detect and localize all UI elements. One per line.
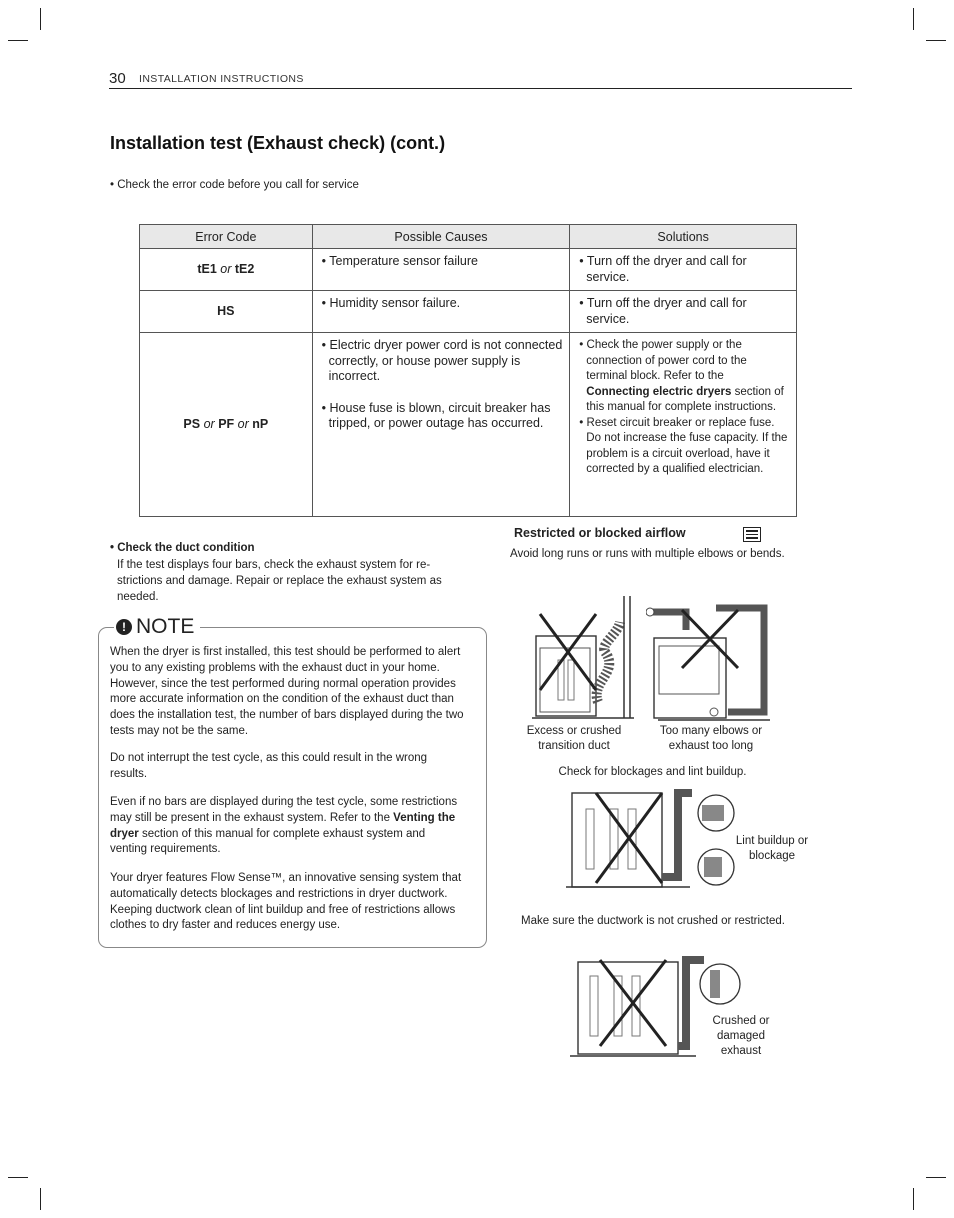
error-code: HS xyxy=(217,303,235,318)
solution-link-text: Connecting electric dryers xyxy=(586,385,732,398)
check-blockages-caption: Check for blockages and lint buildup. xyxy=(558,766,747,778)
error-code-cell xyxy=(140,333,313,517)
crop-mark xyxy=(926,1177,946,1178)
crop-mark xyxy=(8,1177,28,1178)
crop-mark xyxy=(8,40,28,41)
exclamation-icon: ! xyxy=(116,619,132,635)
duct-heading: • Check the duct condition xyxy=(110,542,255,554)
solution-item xyxy=(576,338,790,416)
restricted-body: Avoid long runs or runs with multiple elbows or bends. xyxy=(510,548,785,560)
or-text: or xyxy=(237,416,249,431)
display-icon xyxy=(743,527,761,542)
elbows-illustration xyxy=(646,600,776,724)
excess-duct-caption: Excess or crushed transition duct xyxy=(526,725,622,752)
table-row xyxy=(140,249,797,291)
solution-item: • Turn off the dryer and call for service. xyxy=(579,296,747,326)
blockage-illustration xyxy=(566,783,741,893)
causes-cell xyxy=(312,333,570,517)
table-header-row xyxy=(140,225,797,249)
cause-item: • Humidity sensor failure. xyxy=(321,296,461,310)
crop-mark xyxy=(913,8,914,30)
error-code: PF xyxy=(218,416,235,431)
page-number: 30 xyxy=(109,70,126,87)
elbows-caption: Too many elbows or exhaust too long xyxy=(659,725,763,752)
crop-mark xyxy=(926,40,946,41)
solution-text: • Check the power supply or the connection of power cord to the terminal block. Refer to the xyxy=(579,339,747,382)
error-code-cell xyxy=(140,249,313,291)
or-text: or xyxy=(203,416,215,431)
page-title: Installation test (Exhaust check) (cont.) xyxy=(110,133,446,153)
column-header: Possible Causes xyxy=(312,225,570,249)
cause-item: • Temperature sensor failure xyxy=(321,254,478,268)
section-label: INSTALLATION INSTRUCTIONS xyxy=(139,73,304,85)
note-heading xyxy=(114,615,200,639)
column-header: Error Code xyxy=(140,225,313,249)
solution-item: • Turn off the dryer and call for service. xyxy=(579,254,747,284)
solution-text: section of this manual for complete instructions. xyxy=(586,385,784,413)
error-code: tE2 xyxy=(234,261,255,276)
note-paragraph: Your dryer features Flow Sense™, an innovative sensing system that automatically detects blockages and restrictions in dryer ductwork. Keeping ductwork clean of lint buildup and free of restrictions allows clothes to dry faster and reduces energy use. xyxy=(110,872,462,932)
intro-bullet: • Check the error code before you call for service xyxy=(110,179,359,191)
crop-mark xyxy=(40,8,41,30)
note-bold-text: Venting the dryer xyxy=(110,811,456,840)
note-text: section of this manual for complete exhaust system and venting requirements. xyxy=(110,827,426,856)
solutions-cell xyxy=(570,249,797,291)
solutions-cell xyxy=(570,333,797,517)
error-code: tE1 xyxy=(197,261,217,276)
cause-item: • House fuse is blown, circuit breaker has tripped, or power outage has occurred. xyxy=(321,400,551,430)
crushed-caption: Crushed or damaged exhaust xyxy=(712,1015,770,1057)
header-rule xyxy=(109,88,852,89)
error-code-cell xyxy=(140,291,313,333)
restricted-heading: Restricted or blocked airflow xyxy=(514,526,686,540)
make-sure-caption: Make sure the ductwork is not crushed or restricted. xyxy=(521,915,785,927)
causes-cell xyxy=(312,291,570,333)
column-header: Solutions xyxy=(570,225,797,249)
note-title: NOTE xyxy=(136,615,195,638)
duct-body: If the test displays four bars, check the exhaust system for re-strictions and damage. Repair or replace the exhaust system as needed. xyxy=(117,559,442,603)
excess-duct-illustration xyxy=(530,592,642,722)
note-paragraph xyxy=(110,795,465,858)
lint-caption: Lint buildup or blockage xyxy=(735,835,809,862)
note-text: Even if no bars are displayed during the test cycle, some restrictions may still be present in the exhaust system. Refer to the xyxy=(110,796,458,824)
table-row xyxy=(140,333,797,517)
note-paragraph: When the dryer is first installed, this test should be performed to alert you to any existing problems with the exhaust duct in your home. However, since the test performed during normal operation provides more accurate information on the condition of the exhaust duct than does the installation test, the number of bars displayed during the two tests may not be the same. xyxy=(110,646,464,737)
table-row xyxy=(140,291,797,333)
solutions-cell xyxy=(570,291,797,333)
note-paragraph: Do not interrupt the test cycle, as this could result in the wrong results. xyxy=(110,752,428,780)
error-code: PS xyxy=(183,416,201,431)
crop-mark xyxy=(913,1188,914,1210)
crop-mark xyxy=(40,1188,41,1210)
cause-item: • Electric dryer power cord is not connected correctly, or house power supply is incorrect. xyxy=(321,338,563,383)
causes-cell xyxy=(312,249,570,291)
solution-item: • Reset circuit breaker or replace fuse. Do not increase the fuse capacity. If the problem is a circuit overload, have it corrected by a qualified electrician. xyxy=(579,416,788,475)
error-code: nP xyxy=(252,416,269,431)
or-text: or xyxy=(220,261,232,276)
error-code-table xyxy=(139,224,797,517)
